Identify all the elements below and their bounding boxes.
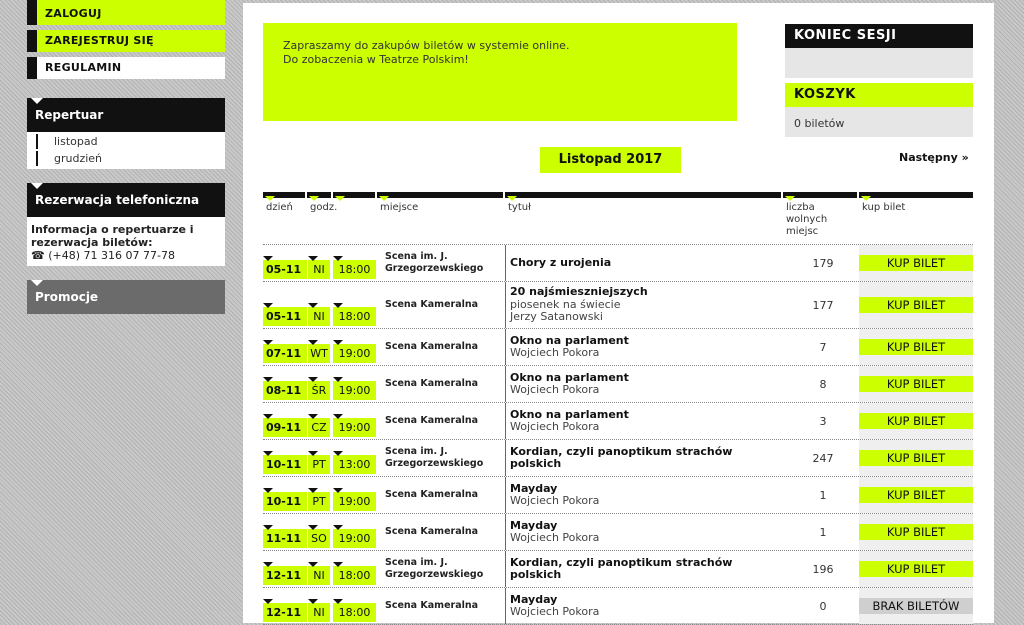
terms-link[interactable]: REGULAMIN: [27, 57, 225, 79]
play-info: [505, 366, 786, 402]
date-day: 10-11: [263, 492, 307, 511]
seats-available: 247: [812, 451, 834, 465]
date-day: 05-11: [263, 307, 307, 326]
col-header-time-2: [333, 192, 375, 242]
table-row: [263, 588, 973, 625]
seats-available: 0: [819, 599, 827, 613]
table-row: [263, 514, 973, 551]
table-row: [263, 440, 973, 477]
buy-ticket-button[interactable]: KUP BILET: [859, 376, 973, 392]
date-time: 18:00: [333, 307, 376, 326]
seats-available: 1: [819, 525, 827, 539]
date-time: 19:00: [333, 492, 376, 511]
phone-icon: ☎: [31, 249, 45, 262]
date-weekday: NI: [308, 566, 330, 585]
venue-name: Scena Kameralna: [385, 489, 479, 500]
buy-cell: [859, 403, 973, 439]
date-day: 08-11: [263, 381, 307, 400]
date-day: 05-11: [263, 260, 307, 279]
play-info: [505, 588, 786, 624]
date-day: 09-11: [263, 418, 307, 437]
play-title[interactable]: Mayday: [510, 481, 558, 495]
sidebar: [27, 0, 225, 314]
table-row: [263, 366, 973, 403]
buy-cell: [859, 245, 973, 281]
play-title[interactable]: Kordian, czyli panoptikum strachów polskich: [510, 555, 733, 581]
welcome-line-2: Do zobaczenia w Teatrze Polskim!: [283, 53, 469, 66]
table-row: [263, 551, 973, 588]
month-link-december[interactable]: grudzień: [36, 151, 225, 166]
register-link[interactable]: ZAREJESTRUJ SIĘ: [27, 30, 225, 52]
play-info: [505, 551, 786, 587]
login-link[interactable]: ZALOGUJ: [27, 0, 225, 25]
buy-ticket-button[interactable]: KUP BILET: [859, 561, 973, 577]
play-author: piosenek na świecie Jerzy Satanowski: [510, 297, 621, 324]
play-author: Wojciech Pokora: [510, 531, 600, 544]
session-box: [785, 24, 973, 78]
main-panel: [243, 3, 994, 623]
venue-name: Scena im. J. Grzegorzewskiego: [385, 446, 484, 469]
play-title[interactable]: Kordian, czyli panoptikum strachów polskich: [510, 444, 733, 470]
current-month-label: Listopad 2017: [540, 147, 681, 173]
venue-name: Scena Kameralna: [385, 600, 479, 611]
play-author: Wojciech Pokora: [510, 494, 600, 507]
play-title[interactable]: Mayday: [510, 592, 558, 606]
phone-info-text: Informacja o repertuarze i rezerwacja biletów:: [31, 223, 194, 249]
next-month-link[interactable]: Następny »: [899, 151, 969, 164]
end-session-button[interactable]: KONIEC SESJI: [785, 24, 973, 48]
date-weekday: CZ: [308, 418, 330, 437]
cart-box: [785, 83, 973, 137]
seats-available: 196: [812, 562, 834, 576]
date-time: 19:00: [333, 381, 376, 400]
date-weekday: SO: [308, 529, 330, 548]
buy-cell: [859, 588, 973, 624]
play-info: [505, 477, 786, 513]
buy-cell: [859, 514, 973, 550]
venue-name: Scena Kameralna: [385, 378, 479, 389]
date-time: 19:00: [333, 418, 376, 437]
table-row: [263, 282, 973, 329]
play-author: Wojciech Pokora: [510, 605, 600, 618]
sold-out-label: BRAK BILETÓW: [859, 598, 973, 614]
play-title[interactable]: Okno na parlament: [510, 333, 629, 347]
cart-count: 0 biletów: [785, 107, 973, 137]
seats-available: 8: [819, 377, 827, 391]
play-info: [505, 440, 786, 476]
buy-ticket-button[interactable]: KUP BILET: [859, 524, 973, 540]
seats-available: 179: [812, 256, 834, 270]
performance-table: [263, 245, 973, 625]
welcome-banner: [263, 23, 737, 121]
venue-name: Scena im. J. Grzegorzewskiego: [385, 251, 484, 274]
date-day: 07-11: [263, 344, 307, 363]
table-row: [263, 477, 973, 514]
play-title[interactable]: Chory z urojenia: [510, 255, 612, 269]
welcome-line-1: Zapraszamy do zakupów biletów w systemie online.: [283, 39, 570, 52]
venue-name: Scena im. J. Grzegorzewskiego: [385, 557, 484, 580]
play-info: [505, 245, 786, 281]
date-time: 19:00: [333, 344, 376, 363]
table-row: [263, 245, 973, 282]
phone-reservation-box: [27, 217, 225, 266]
date-day: 12-11: [263, 566, 307, 585]
col-header-title[interactable]: tytuł: [505, 192, 781, 242]
venue-name: Scena Kameralna: [385, 341, 479, 352]
date-time: 19:00: [333, 529, 376, 548]
col-header-venue[interactable]: miejsce: [377, 192, 503, 242]
promotions-header[interactable]: Promocje: [27, 280, 225, 314]
phone-reservation-header[interactable]: Rezerwacja telefoniczna: [27, 183, 225, 217]
session-body: [785, 48, 973, 78]
date-weekday: NI: [308, 603, 330, 622]
buy-cell: [859, 366, 973, 402]
buy-cell: [859, 329, 973, 365]
play-info: [505, 514, 786, 550]
play-author: Wojciech Pokora: [510, 420, 600, 433]
month-link-november[interactable]: listopad: [36, 134, 225, 149]
buy-cell: [859, 282, 973, 328]
col-header-day[interactable]: dzień: [263, 192, 305, 242]
date-time: 18:00: [333, 566, 376, 585]
play-title[interactable]: Okno na parlament: [510, 370, 629, 384]
col-header-time[interactable]: godz.: [307, 192, 331, 242]
venue-name: Scena Kameralna: [385, 526, 479, 537]
buy-ticket-button[interactable]: KUP BILET: [859, 297, 973, 313]
repertoire-months: [27, 132, 225, 169]
play-info: [505, 329, 786, 365]
table-row: [263, 329, 973, 366]
play-author: Wojciech Pokora: [510, 383, 600, 396]
buy-ticket-button[interactable]: KUP BILET: [859, 255, 973, 271]
repertoire-header[interactable]: Repertuar: [27, 98, 225, 132]
buy-ticket-button[interactable]: KUP BILET: [859, 487, 973, 503]
buy-cell: [859, 477, 973, 513]
date-weekday: PT: [308, 455, 330, 474]
play-author: Wojciech Pokora: [510, 346, 600, 359]
col-header-seats[interactable]: liczba wolnych miejsc: [783, 192, 857, 242]
play-info: [505, 282, 786, 328]
buy-ticket-button[interactable]: KUP BILET: [859, 413, 973, 429]
date-weekday: PT: [308, 492, 330, 511]
buy-cell: [859, 440, 973, 476]
seats-available: 7: [819, 340, 827, 354]
date-weekday: NI: [308, 307, 330, 326]
date-time: 18:00: [333, 603, 376, 622]
table-header: [263, 192, 973, 245]
seats-available: 3: [819, 414, 827, 428]
date-time: 13:00: [333, 455, 376, 474]
buy-cell: [859, 551, 973, 587]
seats-available: 1: [819, 488, 827, 502]
venue-name: Scena Kameralna: [385, 299, 479, 310]
table-row: [263, 403, 973, 440]
date-weekday: ŚR: [308, 381, 330, 400]
play-info: [505, 403, 786, 439]
date-time: 18:00: [333, 260, 376, 279]
seats-available: 177: [812, 298, 834, 312]
cart-header[interactable]: KOSZYK: [785, 83, 973, 107]
buy-ticket-button[interactable]: KUP BILET: [859, 450, 973, 466]
play-title[interactable]: Okno na parlament: [510, 407, 629, 421]
phone-number: (+48) 71 316 07 77-78: [48, 249, 175, 262]
date-day: 10-11: [263, 455, 307, 474]
play-title[interactable]: Mayday: [510, 518, 558, 532]
buy-ticket-button[interactable]: KUP BILET: [859, 339, 973, 355]
date-day: 11-11: [263, 529, 307, 548]
col-header-buy[interactable]: kup bilet: [859, 192, 973, 242]
date-weekday: WT: [308, 344, 330, 363]
date-day: 12-11: [263, 603, 307, 622]
venue-name: Scena Kameralna: [385, 415, 479, 426]
date-weekday: NI: [308, 260, 330, 279]
play-title[interactable]: 20 najśmieszniejszych: [510, 285, 648, 299]
